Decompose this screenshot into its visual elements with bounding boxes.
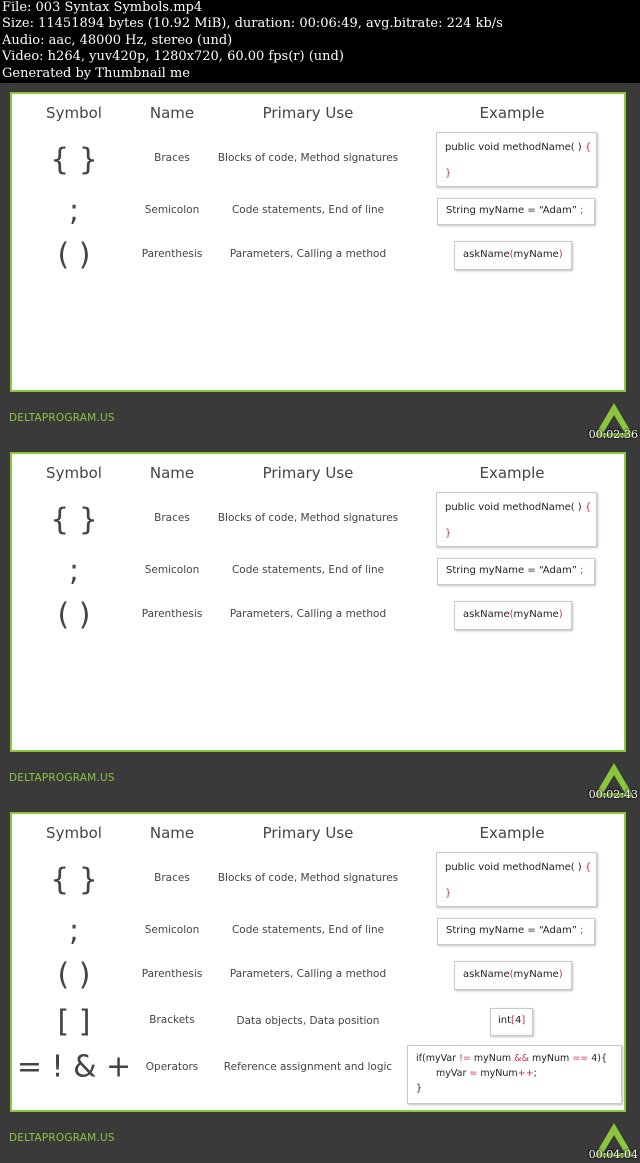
brackets-use: Data objects, Data position xyxy=(236,1015,380,1027)
brand-logo: DELTAPROGRAM.US xyxy=(9,1132,115,1144)
timestamp: 00:04:04 xyxy=(588,1148,638,1161)
braces-example: public void methodName( ) { } xyxy=(436,852,597,907)
semicolon-name: Semicolon xyxy=(144,564,200,576)
thumbnail-frame-1 xyxy=(0,83,640,443)
slide xyxy=(10,812,626,1112)
parenthesis-symbol: ( ) xyxy=(57,597,91,633)
operators-use: Reference assignment and logic xyxy=(223,1061,393,1073)
braces-example: public void methodName( ) { } xyxy=(436,492,597,547)
thumbnail-frame-2 xyxy=(0,443,640,803)
timestamp: 00:02:43 xyxy=(588,788,638,801)
semicolon-name: Semicolon xyxy=(144,924,200,936)
braces-name: Braces xyxy=(154,872,190,884)
braces-name: Braces xyxy=(154,152,190,164)
brand-logo: DELTAPROGRAM.US xyxy=(9,772,115,784)
name-header: Name xyxy=(149,464,195,482)
braces-name: Braces xyxy=(154,512,190,524)
file-line: File: 003 Syntax Symbols.mp4 xyxy=(2,0,203,15)
primary-use-header: Primary Use xyxy=(262,464,354,482)
parenthesis-example: askName(myName) xyxy=(454,241,572,270)
parenthesis-symbol: ( ) xyxy=(57,237,91,273)
slide xyxy=(10,92,626,392)
semicolon-symbol: ; xyxy=(68,913,80,949)
braces-symbol: { } xyxy=(50,502,98,538)
example-header: Example xyxy=(479,824,545,842)
braces-use: Blocks of code, Method signatures xyxy=(217,152,399,164)
brand-logo: DELTAPROGRAM.US xyxy=(9,412,115,424)
symbol-header: Symbol xyxy=(46,104,102,122)
semicolon-use: Code statements, End of line xyxy=(231,924,385,936)
primary-use-header: Primary Use xyxy=(262,824,354,842)
example-header: Example xyxy=(479,104,545,122)
parenthesis-name: Parenthesis xyxy=(141,608,203,620)
audio-line: Audio: aac, 48000 Hz, stereo (und) xyxy=(2,32,233,48)
file-info-header xyxy=(0,0,640,83)
parenthesis-use: Parameters, Calling a method xyxy=(229,608,387,620)
brackets-name: Brackets xyxy=(149,1014,195,1026)
semicolon-example: String myName = “Adam” ; xyxy=(437,918,595,945)
parenthesis-name: Parenthesis xyxy=(141,248,203,260)
braces-use: Blocks of code, Method signatures xyxy=(217,512,399,524)
parenthesis-example: askName(myName) xyxy=(454,601,572,630)
braces-symbol: { } xyxy=(50,142,98,178)
parenthesis-use: Parameters, Calling a method xyxy=(229,248,387,260)
symbol-header: Symbol xyxy=(46,824,102,842)
parenthesis-use: Parameters, Calling a method xyxy=(229,968,387,980)
semicolon-symbol: ; xyxy=(68,193,80,229)
slide xyxy=(10,452,626,752)
name-header: Name xyxy=(149,824,195,842)
semicolon-example: String myName = “Adam” ; xyxy=(437,558,595,585)
braces-use: Blocks of code, Method signatures xyxy=(217,872,399,884)
thumbnail-frame-3 xyxy=(0,803,640,1163)
operators-name: Operators xyxy=(145,1061,199,1073)
braces-symbol: { } xyxy=(50,862,98,898)
operators-example: if(myVar != myNum && myNum == 4){ myVar = myNum++; } xyxy=(407,1045,622,1104)
generated-line: Generated by Thumbnail me xyxy=(2,65,190,81)
parenthesis-example: askName(myName) xyxy=(454,961,572,990)
operators-symbol: = ! & + xyxy=(16,1049,132,1085)
semicolon-example: String myName = “Adam” ; xyxy=(437,198,595,225)
brackets-symbol: [ ] xyxy=(57,1004,91,1040)
brackets-example: int[4] xyxy=(490,1008,533,1036)
semicolon-symbol: ; xyxy=(68,553,80,589)
example-header: Example xyxy=(479,464,545,482)
name-header: Name xyxy=(149,104,195,122)
parenthesis-symbol: ( ) xyxy=(57,957,91,993)
video-line: Video: h264, yuv420p, 1280x720, 60.00 fps(r) (und) xyxy=(2,49,344,65)
primary-use-header: Primary Use xyxy=(262,104,354,122)
semicolon-use: Code statements, End of line xyxy=(231,204,385,216)
semicolon-name: Semicolon xyxy=(144,204,200,216)
symbol-header: Symbol xyxy=(46,464,102,482)
timestamp: 00:02:36 xyxy=(588,428,638,441)
braces-example: public void methodName( ) { } xyxy=(436,132,597,187)
size-line: Size: 11451894 bytes (10.92 MiB), duration: 00:06:49, avg.bitrate: 224 kb/s xyxy=(2,16,503,32)
semicolon-use: Code statements, End of line xyxy=(231,564,385,576)
parenthesis-name: Parenthesis xyxy=(141,968,203,980)
